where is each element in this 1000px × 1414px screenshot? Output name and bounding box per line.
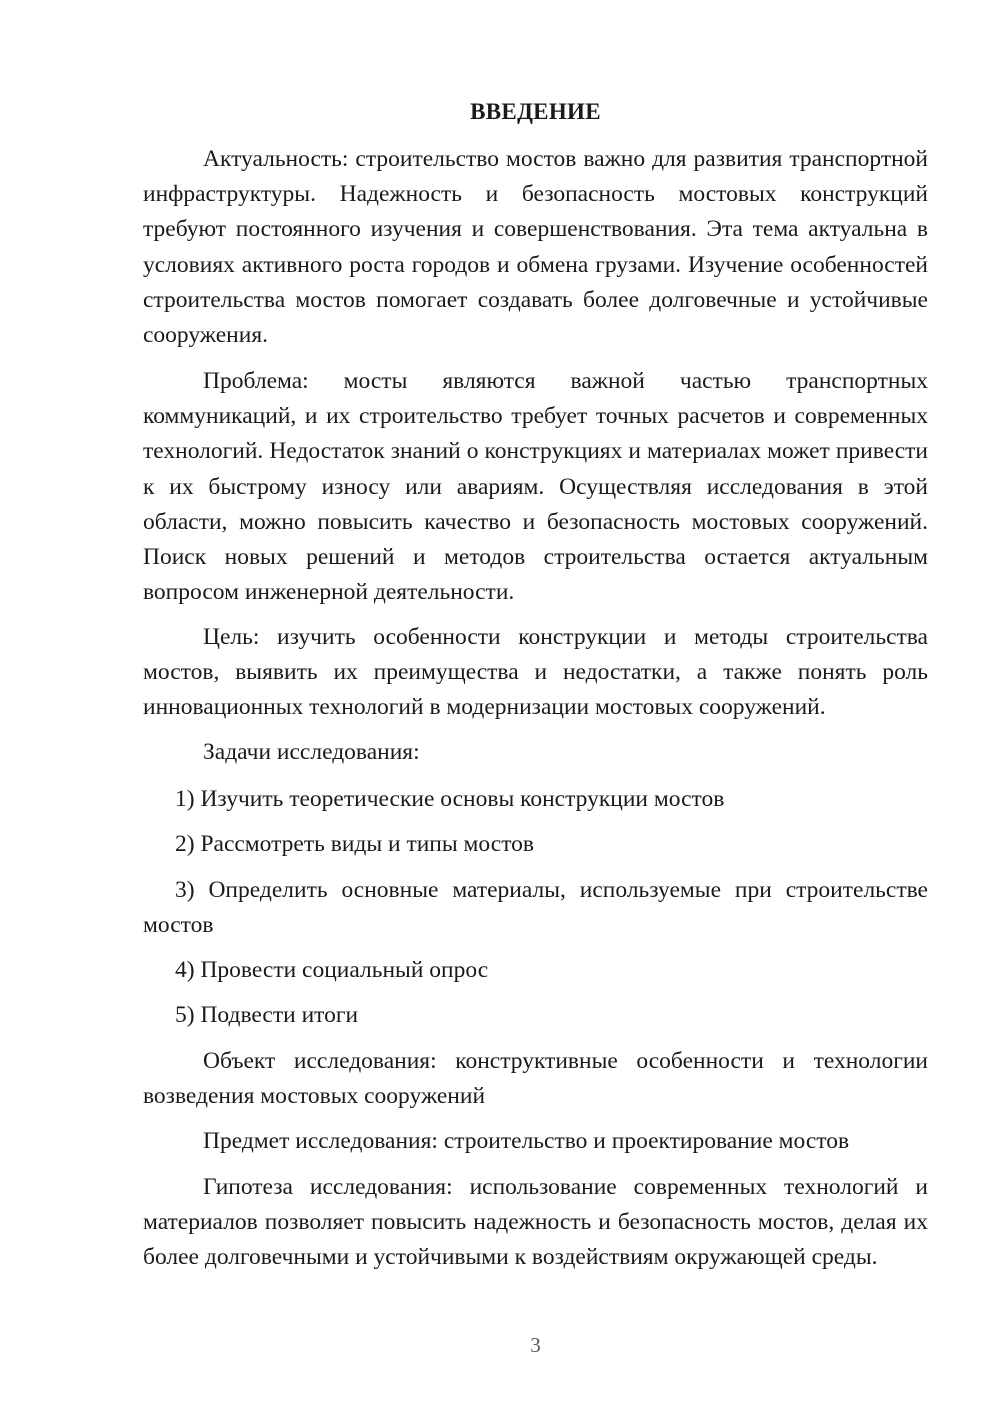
task-item-2: 2) Рассмотреть виды и типы мостов <box>175 831 534 857</box>
problem-paragraph: Проблема: мосты являются важной частью транспортных коммуникаций, и их строительство требует точных расчетов и современных технологий. Недостаток знаний о конструкциях и материалах может привести к их быстрому износу или авариям. Осуществляя исследования в этой области, можно повысить качество и безопасность мостовых сооружений. Поиск новых решений и методов строительства остается актуальным вопросом инженерной деятельности. <box>143 368 928 606</box>
page-number: 3 <box>530 1333 541 1357</box>
task-item-4: 4) Провести социальный опрос <box>175 957 489 983</box>
tasks-title: Задачи исследования: <box>203 739 420 765</box>
goal-paragraph: Цель: изучить особенности конструкции и методы строительства мостов, выявить их преимущества и недостатки, а также понять роль инновационных технологий в модернизации мостовых сооружений. <box>143 624 928 721</box>
subject-paragraph: Предмет исследования: строительство и проектирование мостов <box>203 1128 850 1154</box>
task-item-5: 5) Подвести итоги <box>175 1002 359 1028</box>
object-paragraph: Объект исследования: конструктивные особенности и технологии возведения мостовых сооружений <box>143 1048 928 1110</box>
task-item-3: 3) Определить основные материалы, используемые при строительстве мостов <box>143 877 928 939</box>
section-heading: ВВЕДЕНИЕ <box>470 99 601 124</box>
relevance-paragraph: Актуальность: строительство мостов важно для развития транспортной инфраструктуры. Надежность и безопасность мостовых конструкций требуют постоянного изучения и совершенствования. Эта тема актуальна в условиях активного роста городов и обмена грузами. Изучение особенностей строительства мостов помогает создавать более долговечные и устойчивые сооружения. <box>143 146 928 349</box>
hypothesis-paragraph: Гипотеза исследования: использование современных технологий и материалов позволяет повысить надежность и безопасность мостов, делая их более долговечными и устойчивыми к воздействиям окружающей среды. <box>143 1174 928 1271</box>
task-item-1: 1) Изучить теоретические основы конструкции мостов <box>175 786 725 812</box>
